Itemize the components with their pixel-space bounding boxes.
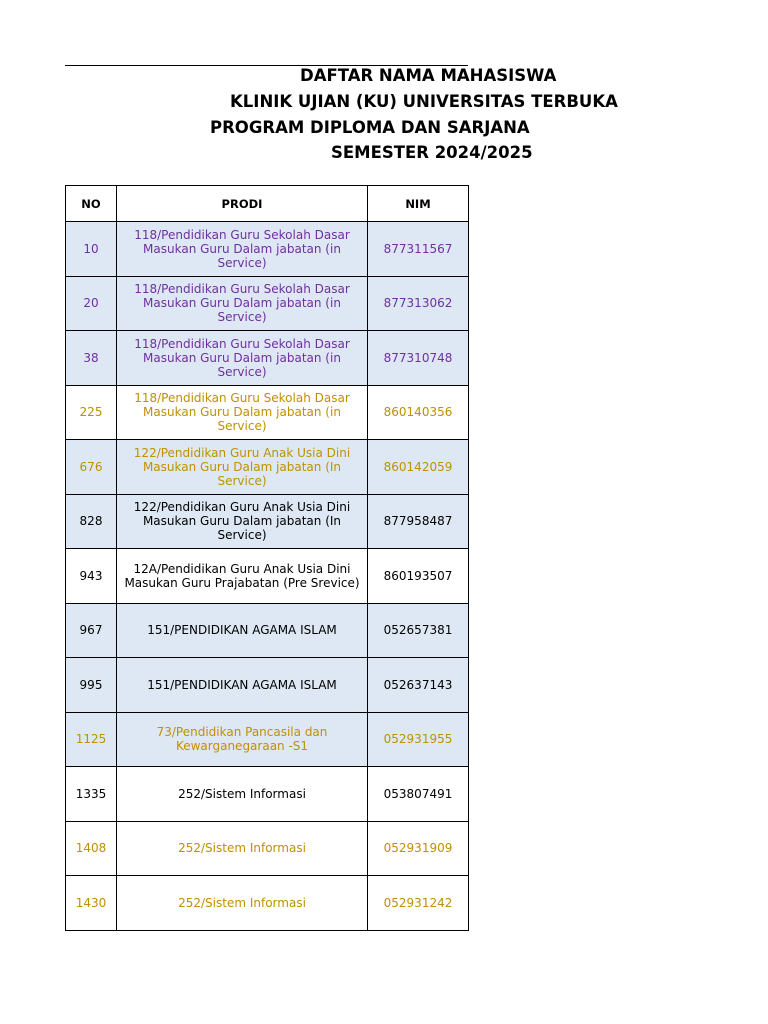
cell-no: 225 bbox=[66, 385, 117, 440]
table-row bbox=[66, 549, 469, 604]
prodi-line-1: 252/Sistem Informasi bbox=[178, 786, 306, 801]
cell-nim: 877313062 bbox=[368, 276, 469, 331]
prodi-line-1: 252/Sistem Informasi bbox=[178, 895, 306, 910]
cell-no: 20 bbox=[66, 276, 117, 331]
cell-nim: 877310748 bbox=[368, 331, 469, 386]
prodi-line-1: 73/Pendidikan Pancasila dan bbox=[156, 725, 328, 740]
table-row bbox=[66, 603, 469, 658]
prodi-line-1: 118/Pendidikan Guru Sekolah Dasar bbox=[134, 227, 350, 242]
header-title-line-1: DAFTAR NAMA MAHASISWA bbox=[300, 66, 557, 85]
table-body bbox=[66, 222, 469, 931]
prodi-line-1: 12A/Pendidikan Guru Anak Usia Dini bbox=[133, 561, 351, 576]
prodi-line-1: 122/Pendidikan Guru Anak Usia Dini bbox=[133, 445, 351, 460]
cell-nim: 052931955 bbox=[368, 712, 469, 767]
cell-nim: 052637143 bbox=[368, 658, 469, 713]
table-row bbox=[66, 385, 469, 440]
cell-nim: 053807491 bbox=[368, 767, 469, 822]
table-row bbox=[66, 767, 469, 822]
table-header-row bbox=[66, 186, 469, 222]
cell-prodi bbox=[117, 658, 368, 713]
cell-prodi bbox=[117, 494, 368, 549]
student-table bbox=[65, 185, 469, 931]
header-title-line-3: PROGRAM DIPLOMA DAN SARJANA bbox=[210, 118, 530, 137]
cell-prodi bbox=[117, 821, 368, 876]
prodi-line-2: Masukan Guru Dalam jabatan (in Service) bbox=[143, 241, 341, 270]
cell-nim: 052931909 bbox=[368, 821, 469, 876]
cell-prodi bbox=[117, 603, 368, 658]
cell-no: 1430 bbox=[66, 876, 117, 931]
prodi-line-2: Masukan Guru Dalam jabatan (in Service) bbox=[143, 296, 341, 325]
cell-no: 10 bbox=[66, 222, 117, 277]
prodi-line-1: 252/Sistem Informasi bbox=[178, 841, 306, 856]
table-row bbox=[66, 331, 469, 386]
cell-no: 828 bbox=[66, 494, 117, 549]
table-row bbox=[66, 440, 469, 495]
cell-no: 967 bbox=[66, 603, 117, 658]
cell-nim: 860193507 bbox=[368, 549, 469, 604]
cell-prodi bbox=[117, 222, 368, 277]
prodi-line-2: Masukan Guru Dalam jabatan (in Service) bbox=[143, 405, 341, 434]
cell-no: 38 bbox=[66, 331, 117, 386]
cell-no: 676 bbox=[66, 440, 117, 495]
cell-prodi bbox=[117, 276, 368, 331]
prodi-line-2: Masukan Guru Prajabatan (Pre Srevice) bbox=[124, 575, 360, 590]
cell-nim: 052657381 bbox=[368, 603, 469, 658]
header-title-line-4: SEMESTER 2024/2025 bbox=[331, 143, 533, 162]
cell-prodi bbox=[117, 440, 368, 495]
table-row bbox=[66, 821, 469, 876]
cell-prodi bbox=[117, 549, 368, 604]
cell-prodi bbox=[117, 767, 368, 822]
prodi-line-2: Masukan Guru Dalam jabatan (In Service) bbox=[142, 459, 342, 488]
prodi-line-2: Masukan Guru Dalam jabatan (in Service) bbox=[143, 350, 341, 379]
prodi-line-1: 118/Pendidikan Guru Sekolah Dasar bbox=[134, 336, 350, 351]
cell-no: 1125 bbox=[66, 712, 117, 767]
cell-no: 995 bbox=[66, 658, 117, 713]
cell-prodi bbox=[117, 385, 368, 440]
column-header-prodi: PRODI bbox=[117, 186, 368, 222]
cell-no: 1335 bbox=[66, 767, 117, 822]
cell-nim: 877311567 bbox=[368, 222, 469, 277]
cell-nim: 052931242 bbox=[368, 876, 469, 931]
column-header-nim: NIM bbox=[368, 186, 469, 222]
prodi-line-2: Kewarganegaraan -S1 bbox=[175, 739, 309, 754]
table-row bbox=[66, 276, 469, 331]
prodi-line-1: 151/PENDIDIKAN AGAMA ISLAM bbox=[147, 623, 337, 638]
document-header bbox=[65, 66, 618, 166]
table-row bbox=[66, 494, 469, 549]
cell-prodi bbox=[117, 712, 368, 767]
prodi-line-1: 122/Pendidikan Guru Anak Usia Dini bbox=[133, 500, 351, 515]
table-row bbox=[66, 222, 469, 277]
cell-no: 943 bbox=[66, 549, 117, 604]
header-title-line-2: KLINIK UJIAN (KU) UNIVERSITAS TERBUKA bbox=[230, 92, 618, 111]
table-row bbox=[66, 712, 469, 767]
cell-nim: 877958487 bbox=[368, 494, 469, 549]
prodi-line-1: 151/PENDIDIKAN AGAMA ISLAM bbox=[147, 677, 337, 692]
table-row bbox=[66, 876, 469, 931]
cell-nim: 860142059 bbox=[368, 440, 469, 495]
cell-prodi bbox=[117, 876, 368, 931]
prodi-line-2: Masukan Guru Dalam jabatan (In Service) bbox=[142, 514, 342, 543]
table-row bbox=[66, 658, 469, 713]
prodi-line-1: 118/Pendidikan Guru Sekolah Dasar bbox=[134, 391, 350, 406]
cell-nim: 860140356 bbox=[368, 385, 469, 440]
column-header-no: NO bbox=[66, 186, 117, 222]
student-table-container bbox=[65, 185, 468, 931]
cell-prodi bbox=[117, 331, 368, 386]
prodi-line-1: 118/Pendidikan Guru Sekolah Dasar bbox=[134, 282, 350, 297]
cell-no: 1408 bbox=[66, 821, 117, 876]
